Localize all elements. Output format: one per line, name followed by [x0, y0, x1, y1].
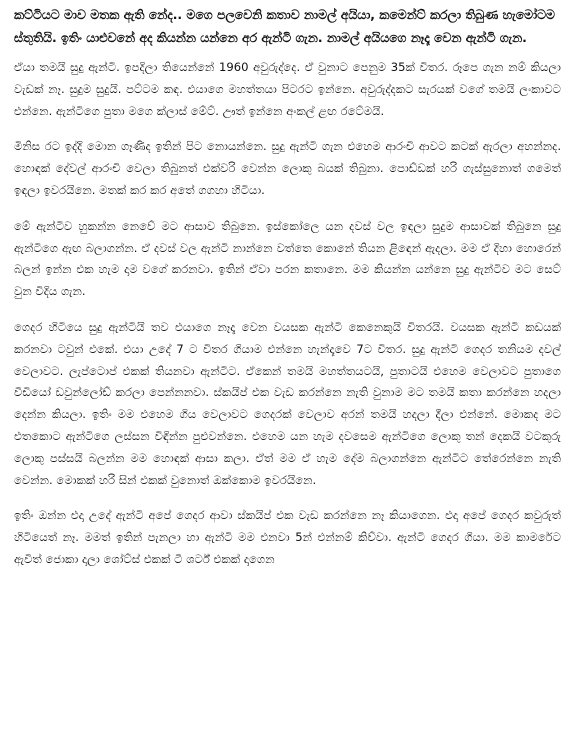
story-paragraph-5: ඉතිං ඔන්න එදා උදේ ඇන්ටි අපේ ගෙදර ආවා ස්කයිප් එක වැඩ කරන්නෙ නෑ කියාගෙන. එදා අපේ ගෙදර කවුරුත් හිටියෙත් නෑ. මමත් ඉතින් පැනලා හා ඇන්ටි මම එනවා 5න් එන්නම් කිව්වා. ඇන්ටි ගෙදර ගියා. මම කාමරේට ඇවිත් ජොකා දාලා ශෝට්ස් එකක් ටී ශර්ට් එකක් දාගෙන [14, 508, 561, 566]
story-paragraph-4: ගෙදර හිටියෙ සුදු ඇන්ටියි තව එයාගෙ නෑදෑ වෙන වයසක ඇන්ටි කෙනෙකුයි විතරයි. වයසක ඇන්ටි කඩයක් කරනවා ටවුන් එකේ. එයා උදේ 7 ට විතර ගියාම එන්නෙ හැන්දෑවෙ 7ට විතර. සුදු ඇන්ටි ගෙදර තනියම දවල් වෙලාවට. ලැප්ටොප් එකක් තියනවා ඇන්ටිට. ඒකෙන් තමයි මහත්තයටයි, පුතාටයි එහෙම වෙලාවට පුතාගෙ වීඩියෝ ඩවුන්ලෝඩ් කරලා පෙන්නනවා. ස්කයිප් එක වැඩ කරන්නෙ නැති වුනාම මට තමයි කතා කරන්නෙ හදලා දෙන්න කියලා. ඉතිං මම එහෙම ගිය වෙලාවට ගෙදරක් වෙලාව අරන් තමයි හදලා දීලා එන්නේ. මොකද මට එතකොට ඇන්ටිගෙ ලස්සන විඳින්න පුළුවන්නෙ. එහෙම යන හැම දවසෙම ඇන්ටිගෙ ලොකු තන් දෙකයි වටකුරු ලොකු පස්සයි බලන්න මම හොඳක් ආසා කලා. ඒත් මම ඒ හැම දේම බලාගන්නෙ ඇන්ටිට තේරෙන්නෙ නැති වෙන්න. මොකක් හරි සින් එකක් වුනොත් ඔක්කොම ඉවරයිනෙ. [14, 319, 561, 487]
story-paragraph-1: ඒයා තමයි සුදු ඇන්ටි. ඉපදිලා තියෙන්නේ 1960 අවුරුද්දෙ. ඒ වුනාට පෙනුම 35ක් විතර. රූපෙ ගැන නම් කියලා වැඩක් නෑ. සුදුම සුදුයි. පට්ටම කඳ. එයාගෙ මහත්තයා පිටරට ඉන්නෙ. අවුරුද්දකට සැරයක් වගේ තමයි ලංකාවට එන්නෙ. ඇන්ටිගෙ පුතා මගෙ ක්ලාස් මේට්. ඌත් ඉන්නෙ අංකල් ළඟ රටේමයි. [14, 60, 561, 118]
intro-paragraph: කට්ටියට මාව මතක ඇති නේද.. මගෙ පලවෙනි කතාව නාමල් අයියා, කමෙන්ට් කරලා තිබුණ හැමෝටම ස්තුතියි. ඉතිං යාළුවනේ අද කියන්න යන්නෙ අර ඇන්ටි ගැන. නාමල් අයියගෙ නෑදෑ වෙන ඇන්ටි ගැන. [14, 7, 555, 45]
story-paragraph-3: මේ ඇන්ටිව හුකන්න නෙවේ මට ආසාව තිබුනෙ. ඉස්කෝලෙ යන දවස් වල ඉඳලා සුදුම ආසාවක් තිබුනෙ සුදු ඇන්ටිගෙ ඇඟ බලාගන්න. ඒ දවස් වල ඇන්ටි නාන්නෙ වත්තෙ කොනේ තියන ළිඳෙන් ඇදලා. මම ඒ දිහා හොරෙන් බලන් ඉන්න එක හැම දාම වගේ කරනවා. ඉතින් ඒවා පරන කතානෙ. මම කියන්න යන්නෙ සුදු ඇන්ටිව මට සෙට් වුන විදිය ගැන. [14, 218, 561, 299]
story-paragraph-2: මිනිස රට ඉද්දි මොන ගෑණිද ඉතින් පිට නොයන්නෙ. සුදු ඇන්ටි ගැන එහෙම ආරංචි ආවට කටක් ඇරලා අහන්නද. හොඳක් දේවල් ආරංචි වෙලා තිබුනත් එක්වරි වෙන්න ලොකු බයක් තිබුනා. පොඩ්ඩක් හරි ගැස්සුනොත් ගමෙත් ඉඳලා ඉවරයිනෙ. මතක් කර කර අතේ ගගහා හිටියා. [14, 139, 561, 197]
